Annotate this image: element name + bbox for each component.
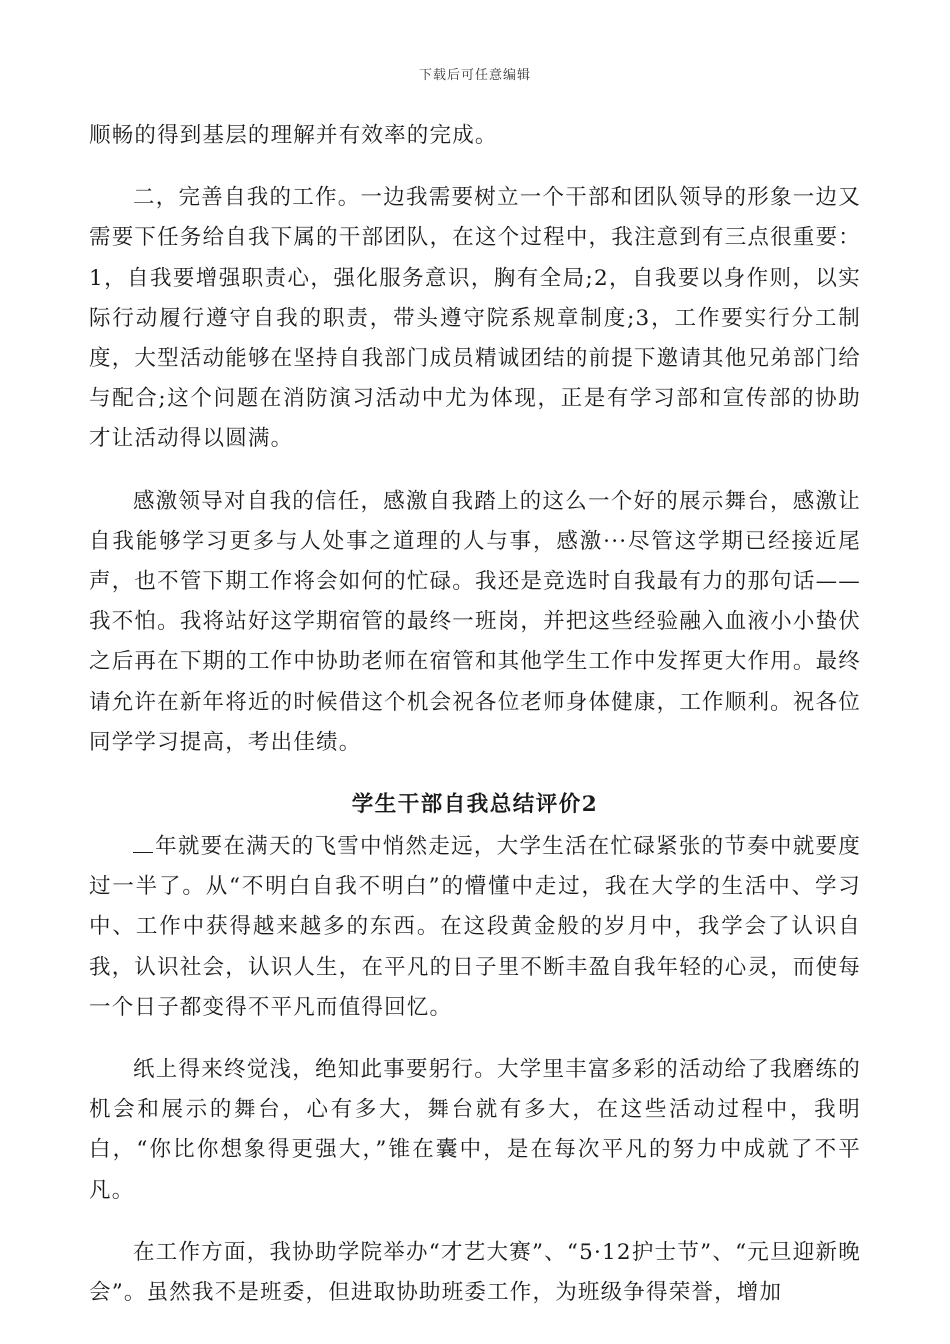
paragraph-work-activities: 在工作方面，我协助学院举办“才艺大赛”、“5·12护士节”、“元旦迎新晚会”。虽然我不是班委，但进取协助班委工作，为班级争得荣誉，增加: [89, 1239, 861, 1306]
paragraph-improve-work: 二，完善自我的工作。一边我需要树立一个干部和团队领导的形象一边又需要下任务给自我下属的干部团队，在这个过程中，我注意到有三点很重要：1，自我要增强职责心，强化服务意识，胸有全局;2，自我要以身作则，以实际行动履行遵守自我的职责，带头遵守院系规章制度;3，工作要实行分工制度，大型活动能够在坚持自我部门成员精诚团结的前提下邀请其他兄弟部门给与配合;这个问题在消防演习活动中尤为体现，正是有学习部和宣传部的协助才让活动得以圆满。: [89, 185, 861, 452]
paragraph-gratitude: 感激领导对自我的信任，感激自我踏上的这么一个好的展示舞台，感激让自我能够学习更多与人处事之道理的人与事，感激···尽管这学期已经接近尾声，也不管下期工作将会如何的忙碌。我还是竞选时自我最有力的那句话——我不怕。我将站好这学期宿管的最终一班岗，并把这些经验融入血液小小蛰伏之后再在下期的工作中协助老师在宿管和其他学生工作中发挥更大作用。最终请允许在新年将近的时候借这个机会祝各位老师身体健康，工作顺利。祝各位同学学习提高，考出佳绩。: [89, 488, 861, 755]
page-header-note: 下载后可任意编辑: [418, 68, 531, 83]
fill-in-blank: [133, 832, 153, 853]
paragraph-practice: 纸上得来终觉浅，绝知此事要躬行。大学里丰富多彩的活动给了我磨练的机会和展示的舞台，心有多大，舞台就有多大，在这些活动过程中，我明白，“你比你想象得更强大，”锥在囊中，是在每次平凡的努力中成就了不平凡。: [89, 1057, 861, 1203]
document-body: [89, 116, 861, 1313]
paragraph-continuation: 顺畅的得到基层的理解并有效率的完成。: [89, 123, 498, 148]
section-title: 学生干部自我总结评价2: [351, 792, 599, 818]
paragraph-year-review-text: 年就要在满天的飞雪中悄然走远，大学生活在忙碌紧张的节奏中就要度过一半了。从“不明白自我不明白”的懵懂中走过，我在大学的生活中、学习中、工作中获得越来越多的东西。在这段黄金般的岁月中，我学会了认识自我，认识社会，认识人生，在平凡的日子里不断丰盈自我年轻的心灵，而使每一个日子都变得不平凡而值得回忆。: [89, 834, 861, 1020]
paragraph-year-review: [89, 827, 861, 1028]
